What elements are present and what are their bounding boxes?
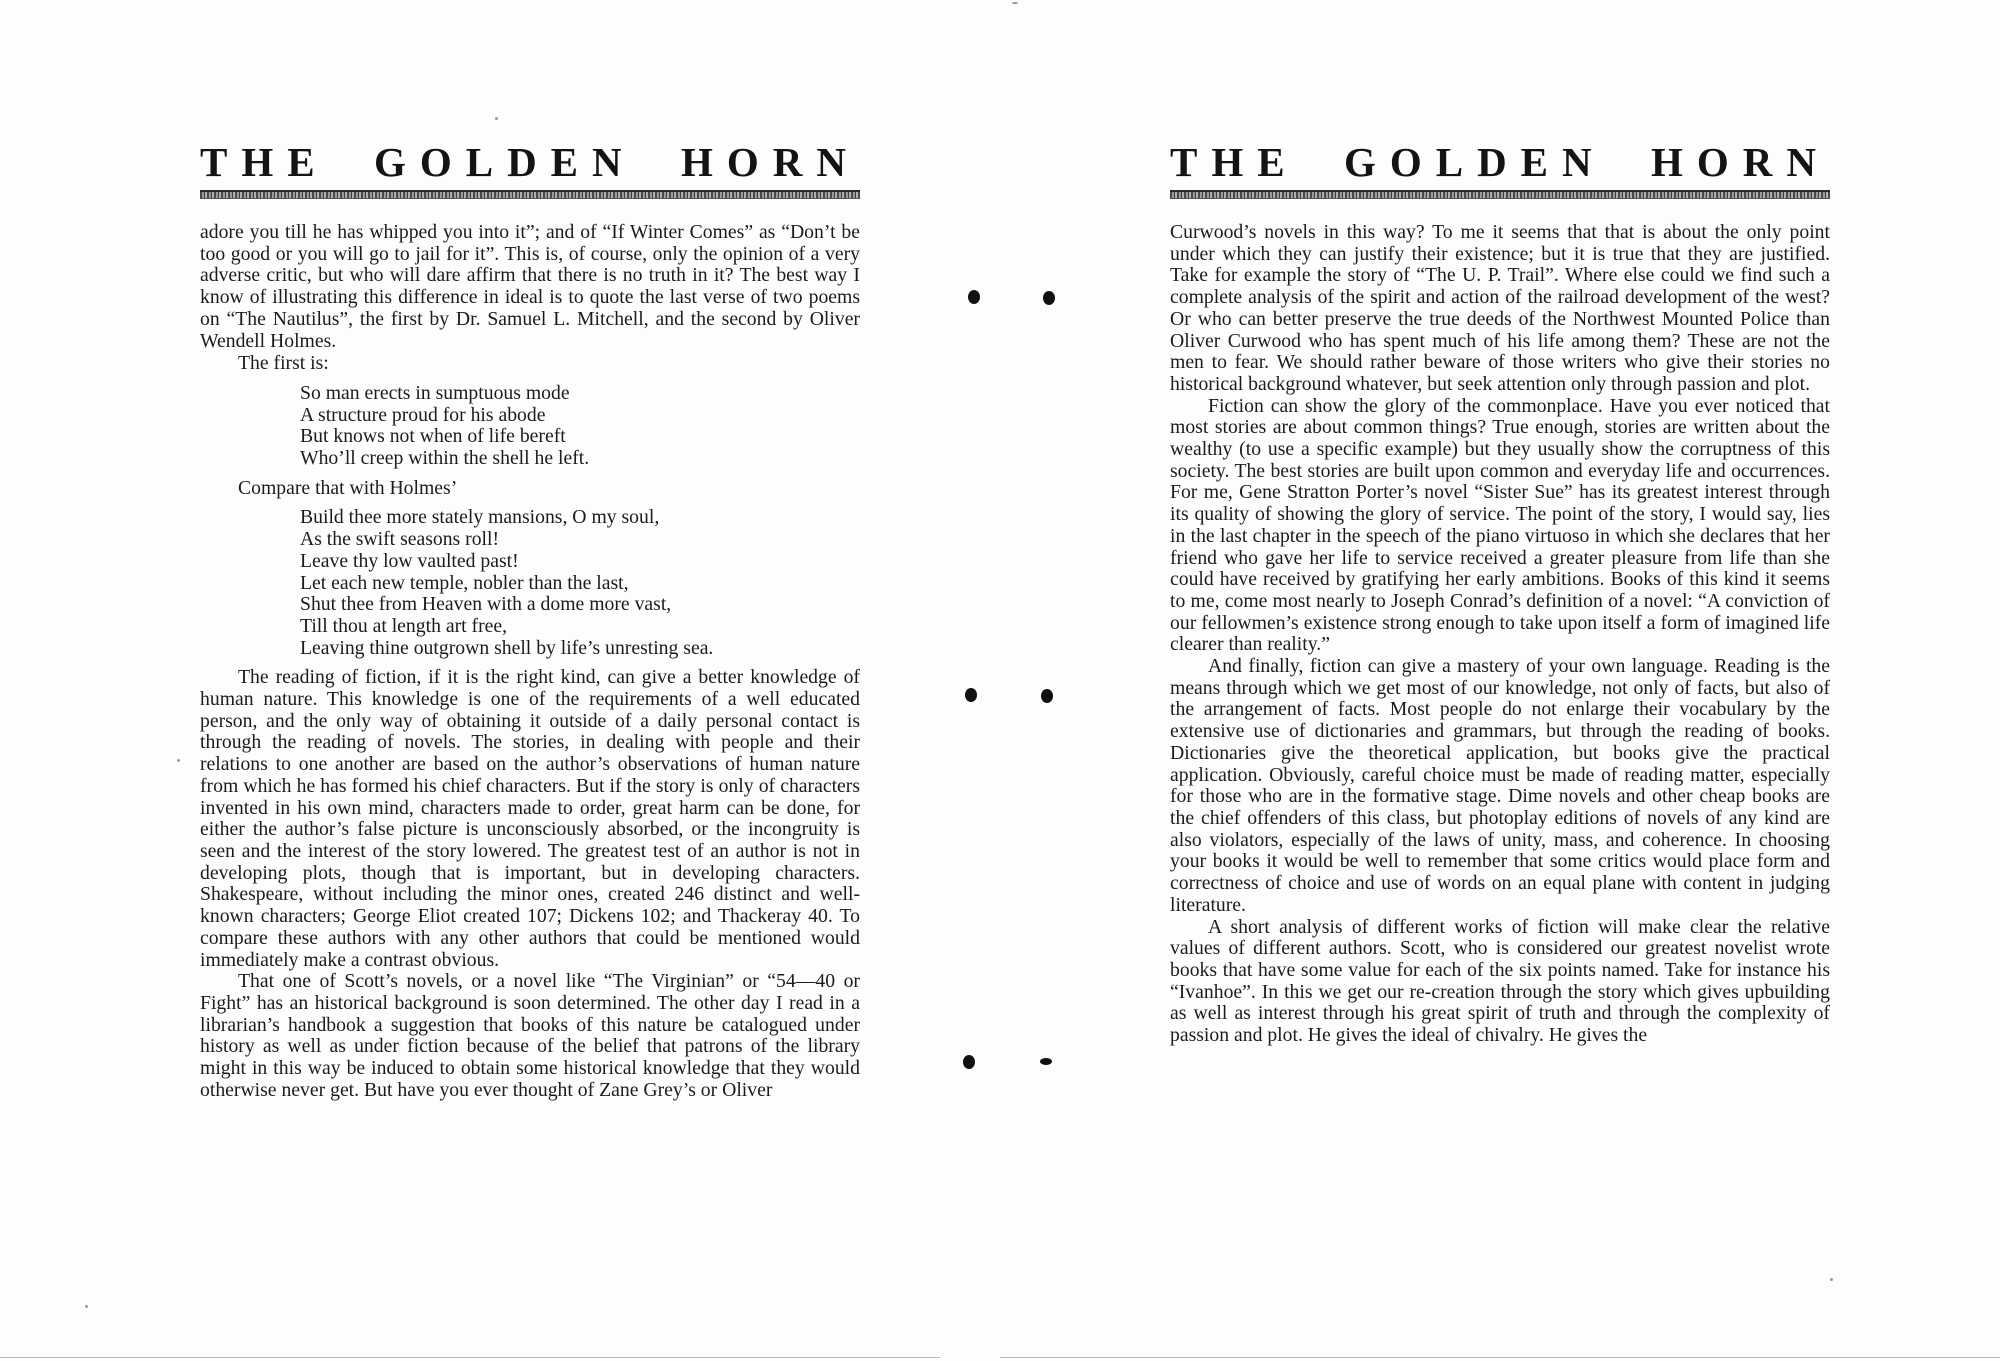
left-masthead-rule [200, 190, 860, 199]
right-masthead-rule [1170, 190, 1830, 199]
binding-hole [965, 688, 977, 702]
poem-holmes [300, 507, 860, 659]
poem-line: Leaving thine outgrown shell by life’s unresting sea. [300, 636, 714, 659]
paper-speck [85, 1305, 88, 1308]
left-paragraph-3: Compare that with Holmes’ [238, 476, 458, 499]
left-paragraph-5: That one of Scott’s novels, or a novel like “The Virginian” or “54—40 or Fight” has an historical background is soon determined. The other day I read in a librarian’s handbook a suggestion that books of this nature be catalogued under history as well as under fiction because of the belief that patrons of the library might in this way be induced to obtain some historical knowledge that they would otherwise never get. But have you ever thought of Zane Grey’s or Oliver [200, 970, 860, 1101]
binding-hole [963, 1055, 975, 1069]
right-paragraph-3: And finally, fiction can give a mastery of your own language. Reading is the means through which we get most of our knowledge, not only of facts, but also of the arrangement of facts. Most people do not enlarge their vocabulary by the extensive use of dictionaries and grammars, but through the reading of books. Dictionaries give the theoretical application, but books give the practical application. Obviously, careful choice must be made of reading matter, especially for those who are in the formative stage. Dime novels and other cheap books are the chief offenders of this class, but photoplay editions of novels of any kind are also violators, especially of the laws of unity, mass, and coherence. In choosing your books it would be well to remember that some critics would place form and correctness of choice and use of words on an equal plane with content in judging literature. [1170, 655, 1830, 916]
left-paragraph-4: The reading of fiction, if it is the right kind, can give a better knowledge of human nature. This knowledge is one of the requirements of a well educated person, and the only way of obtaining it outside of a daily personal contact is through the reading of novels. The stories, in dealing with people and their relations to one another are based on the author’s observations of human nature from which he has formed his chief characters. But if the story is only of characters invented in his own mind, characters made to order, great harm can be done, for either the author’s false picture is unconsciously absorbed, or the incongruity is seen and the interest of the story lowered. The greatest test of an author is not in developing plots, though that is important, but in developing characters. Shakespeare, without including the minor ones, created 246 distinct and well-known characters; George Eliot created 107; Dickens 102; and Thackeray 40. To compare these authors with any other authors that could be mentioned would immediately make a contrast obvious. [200, 666, 860, 971]
right-paragraph-4: A short analysis of different works of fiction will make clear the relative values of different authors. Scott, who is considered our greatest novelist wrote books that have some value for each of the six points named. Take for instance his “Ivanhoe”. In this we get our re-creation through the story which gives upbuilding as well as interest through his great spirit of truth and through the complexity of passion and plot. He gives the ideal of chivalry. He gives the [1170, 915, 1830, 1047]
poem-mitchell [300, 383, 860, 470]
masthead-word-the: THE [1170, 139, 1299, 185]
bottom-edge-line [0, 1357, 940, 1358]
left-paragraph-1: adore you till he has whipped you into it”; and of “If Winter Comes” as “Don’t be too good or you will go to jail for it”. This is, of course, only the opinion of a very adverse critic, but who will dare affirm that there is no truth in it? The best way I know of illustrating this difference in ideal is to quote the last verse of two poems on “The Nautilus”, the first by Dr. Samuel L. Mitchell, and the second by Oliver Wendell Holmes. [200, 221, 860, 352]
poem-line: Till thou at length art free, [300, 614, 508, 637]
bottom-edge-line [1000, 1357, 2000, 1358]
right-paragraph-1: Curwood’s novels in this way? To me it seems that that is about the only point under which they can justify their existence; but it is true that they are justified. Take for example the story of “The U. P. Trail”. Where else could we find such a complete analysis of the spirit and action of the railroad development of the west? Or who can better preserve the true deeds of the Northwest Mounted Police than Oliver Curwood who has spent much of his life among them? These are not the men to fear. We should rather beware of those writers who give their stories no historical background whatever, but seek attention only through passion and plot. [1170, 221, 1830, 395]
binding-hole [1040, 1058, 1052, 1065]
paper-speck [177, 759, 180, 762]
poem-line: As the swift seasons roll! [300, 528, 500, 551]
binding-hole [1043, 291, 1055, 305]
paper-speck [1012, 2, 1018, 4]
paper-speck [495, 117, 498, 120]
left-masthead [200, 136, 860, 188]
poem-line: But knows not when of life bereft [300, 425, 566, 448]
right-body-text [1170, 222, 1830, 1047]
right-masthead [1170, 136, 1830, 188]
poem-line: So man erects in sumptuous mode [300, 381, 570, 404]
masthead-word-golden: GOLDEN [373, 139, 636, 185]
poem-line: Let each new temple, nobler than the last, [300, 571, 629, 594]
poem-line: A structure proud for his abode [300, 403, 546, 426]
poem-line: Build thee more stately mansions, O my soul, [300, 506, 660, 529]
paper-speck [1830, 1278, 1833, 1281]
masthead-word-the: THE [200, 139, 329, 185]
right-paragraph-2: Fiction can show the glory of the commonplace. Have you ever noticed that most stories are about common things? True enough, stories are written about the wealthy (to use a specific example) but they usually show the corruptness of this society. The best stories are built upon common and everyday life and occurrences. For me, Gene Stratton Porter’s novel “Sister Sue” has its greatest interest through its quality of showing the glory of service. The point of the story, I would say, lies in the last chapter in the speech of the piano virtuoso in which she declares that her friend who gave her life to service received a greater pleasure from life than she could have received by gratifying her early ambitions. Books of this kind it seems to me, come most nearly to Joseph Conrad’s definition of a novel: “A conviction of our fellowmen’s existence strong enough to take upon itself a form of imagined life clearer than reality.” [1170, 394, 1830, 656]
poem-line: Shut thee from Heaven with a dome more vast, [300, 593, 672, 616]
poem-line: Leave thy low vaulted past! [300, 549, 519, 572]
left-paragraph-2: The first is: [238, 352, 329, 375]
masthead-word-golden: GOLDEN [1343, 139, 1606, 185]
binding-hole [1041, 689, 1053, 703]
masthead-word-horn: HORN [1650, 139, 1830, 185]
masthead-word-horn: HORN [680, 139, 860, 185]
poem-line: Who’ll creep within the shell he left. [300, 447, 590, 470]
left-body-text [200, 222, 860, 1101]
binding-hole [968, 290, 980, 304]
